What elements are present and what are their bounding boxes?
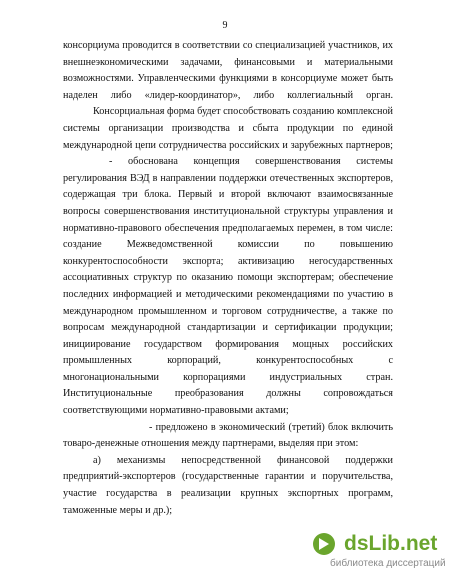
body-text [63,38,393,519]
text-line: промышленных корпораций, конкурентоспособных с [63,355,393,367]
text-line: нормативно-правового обеспечения предполагаемых перемен, в том числе: [63,222,393,234]
dslib-watermark[interactable] [312,532,446,572]
text-line: создание Межведомственной комиссии по повышению [63,239,393,251]
text-line: конкурентоспособности экспорта; активизацию негосударственных [63,255,393,267]
text-line: таможенные меры и др.); [63,504,173,516]
text-line: последних информацией и методическими рекомендациями по участию в [63,288,393,300]
text-line: внешнеэкономическими задачами, финансовыми и материальными [63,56,393,68]
text-line: возможностями. Управленческими функциями в консорциуме может быть [63,73,393,85]
text-line: вопросам международной стандартизации и сертификации продукции; [63,322,393,334]
text-line: многонациональными корпорациями индустриальных стран. [63,371,393,383]
text-line: Консорциальная форма будет способствовать созданию комплексной [93,106,393,118]
text-line: содержащая три блока. Первый и второй включают взаимосвязанные [63,189,393,201]
text-line: товаро-денежные отношения между партнерами, выделяя при этом: [63,438,359,450]
text-line: международном промышленном и торговом сотрудничестве, а также по [63,305,393,317]
text-line: международной цепи сотрудничества российских и зарубежных партнеров; [63,139,393,151]
text-line: участие государства в реализации крупных экспортных программ, [63,488,393,500]
text-line: ассоциативных структур по оказанию помощи экспортерам; обеспечение [63,272,393,284]
page-number: 9 [222,20,228,31]
text-line: инициирование государством формирования мощных российских [63,338,393,350]
text-line: наделен либо «лидер-координатор», либо коллегиальный орган. [63,89,393,101]
text-line: Институциональные преобразования должны сопровождаться [63,388,393,400]
text-line: а) механизмы непосредственной финансовой поддержки [93,454,393,466]
text-line: системы организации производства и сбыта продукции по единой [63,122,393,134]
text-line: соответствующими нормативно-правовыми актами; [63,405,289,417]
watermark-brand: dsLib.net [344,532,438,555]
text-line: регулирования ВЭД в направлении поддержки отечественных экспортеров, [63,172,393,184]
text-line: вопросы совершенствования институциональной структуры управления и [63,205,393,217]
text-line: консорциума проводится в соответствии со специализацией участников, их [63,40,393,51]
text-line: - обоснована концепция совершенствования системы [109,156,393,168]
text-line: предприятий-экспортеров (государственные гарантии и поручительства, [63,471,393,483]
text-line: - предложено в экономический (третий) блок включить [149,421,393,433]
dslib-logo-icon [312,532,336,556]
watermark-subtitle: библиотека диссертаций [330,558,446,569]
